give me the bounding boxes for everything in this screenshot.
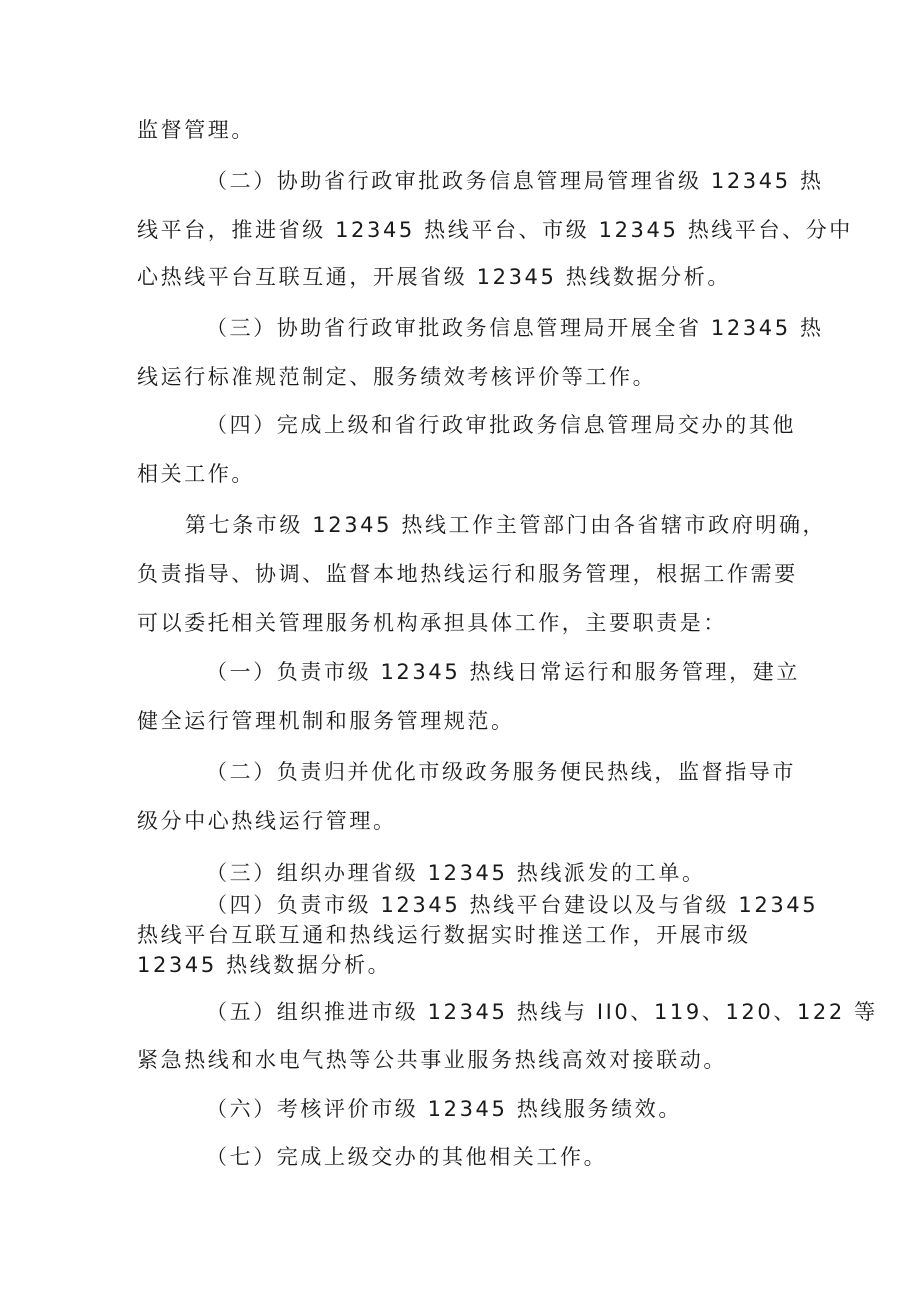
text-line: （三）组织办理省级 12345 热线派发的工单。 xyxy=(206,861,706,885)
text-line: 线平台，推进省级 12345 热线平台、市级 12345 热线平台、分中 xyxy=(137,218,853,242)
text-line: 热线平台互联互通和热线运行数据实时推送工作，开展市级 xyxy=(137,923,751,947)
text-line: 心热线平台互联互通，开展省级 12345 热线数据分析。 xyxy=(137,265,731,289)
text-line: （一）负责市级 12345 热线日常运行和服务管理，建立 xyxy=(206,660,800,684)
text-line: 第七条市级 12345 热线工作主管部门由各省辖市政府明确， xyxy=(185,513,827,537)
text-line: （四）完成上级和省行政审批政务信息管理局交办的其他 xyxy=(206,413,796,437)
text-line: 负责指导、协调、监督本地热线运行和服务管理，根据工作需要 xyxy=(137,562,798,586)
text-line: （五）组织推进市级 12345 热线与 II0、119、120、122 等 xyxy=(206,1000,878,1024)
text-line: 可以委托相关管理服务机构承担具体工作，主要职责是： xyxy=(137,611,727,635)
text-line: （七）完成上级交办的其他相关工作。 xyxy=(206,1145,608,1169)
text-line: 线运行标准规范制定、服务绩效考核评价等工作。 xyxy=(137,365,657,389)
text-line: （二）负责归并优化市级政务服务便民热线，监督指导市 xyxy=(206,760,796,784)
text-line: 健全运行管理机制和服务管理规范。 xyxy=(137,709,515,733)
text-line: 12345 热线数据分析。 xyxy=(137,953,392,977)
text-line: 级分中心热线运行管理。 xyxy=(137,809,397,833)
text-line: （三）协助省行政审批政务信息管理局开展全省 12345 热 xyxy=(206,316,824,340)
text-line: （二）协助省行政审批政务信息管理局管理省级 12345 热 xyxy=(206,169,824,193)
text-line: 紧急热线和水电气热等公共事业服务热线高效对接联动。 xyxy=(137,1048,727,1072)
text-line: （六）考核评价市级 12345 热线服务绩效。 xyxy=(206,1097,682,1121)
text-line: （四）负责市级 12345 热线平台建设以及与省级 12345 xyxy=(206,893,819,917)
text-line: 相关工作。 xyxy=(137,462,255,486)
text-line: 监督管理。 xyxy=(137,118,255,142)
